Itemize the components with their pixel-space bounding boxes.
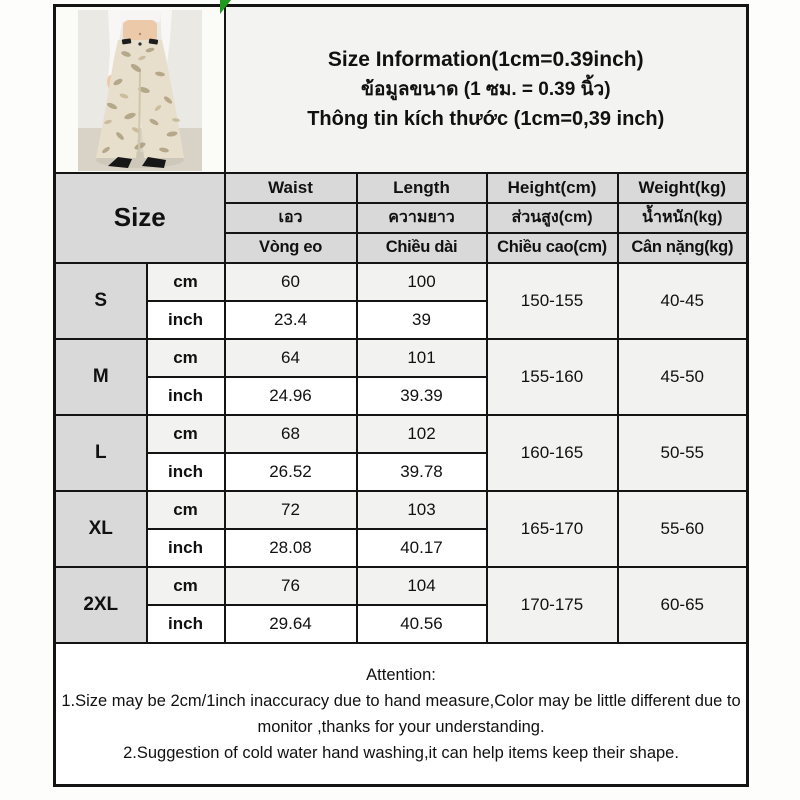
unit-inch-label: inch (147, 605, 225, 643)
waist-inch-value: 29.64 (225, 605, 357, 643)
length-inch-value: 39.39 (357, 377, 487, 415)
attention-note-1: 1.Size may be 2cm/1inch inaccuracy due to hand measure,Color may be little different due to monitor ,thanks for your understanding. (61, 691, 741, 736)
title-english: Size Information(1cm=0.39inch) (327, 47, 644, 71)
row-size-label: M (55, 339, 147, 415)
waist-inch-value: 28.08 (225, 529, 357, 567)
waist-cm-value: 68 (225, 415, 357, 453)
header-length-en: Length (357, 173, 487, 203)
length-inch-value: 40.56 (357, 605, 487, 643)
waist-inch-value: 26.52 (225, 453, 357, 491)
length-cm-value: 100 (357, 263, 487, 301)
attention-heading: Attention: (366, 665, 436, 684)
length-cm-value: 103 (357, 491, 487, 529)
header-length-th: ความยาว (357, 203, 487, 233)
length-inch-value: 39.78 (357, 453, 487, 491)
height-range-value: 170-175 (487, 567, 618, 643)
header-size: Size (55, 173, 225, 263)
row-size-label: L (55, 415, 147, 491)
unit-inch-label: inch (147, 301, 225, 339)
height-range-value: 150-155 (487, 263, 618, 339)
row-size-label: 2XL (55, 567, 147, 643)
height-range-value: 160-165 (487, 415, 618, 491)
title-cell (225, 6, 748, 173)
row-size-label: XL (55, 491, 147, 567)
header-height-en: Height(cm) (487, 173, 618, 203)
unit-inch-label: inch (147, 377, 225, 415)
header-weight-vi: Cân nặng(kg) (618, 233, 748, 263)
unit-cm-label: cm (147, 491, 225, 529)
product-photo-illustration (78, 10, 202, 171)
height-range-value: 155-160 (487, 339, 618, 415)
green-corner-marker (220, 0, 231, 14)
length-cm-value: 104 (357, 567, 487, 605)
waist-cm-value: 76 (225, 567, 357, 605)
unit-cm-label: cm (147, 263, 225, 301)
unit-cm-label: cm (147, 339, 225, 377)
size-information-table (53, 4, 749, 787)
header-waist-en: Waist (225, 173, 357, 203)
header-height-th: ส่วนสูง(cm) (487, 203, 618, 233)
weight-range-value: 55-60 (618, 491, 748, 567)
product-photo-cell (55, 6, 225, 173)
waist-cm-value: 64 (225, 339, 357, 377)
weight-range-value: 40-45 (618, 263, 748, 339)
header-weight-en: Weight(kg) (618, 173, 748, 203)
header-height-vi: Chiều cao(cm) (487, 233, 618, 263)
height-range-value: 165-170 (487, 491, 618, 567)
length-cm-value: 102 (357, 415, 487, 453)
unit-inch-label: inch (147, 529, 225, 567)
waist-cm-value: 72 (225, 491, 357, 529)
unit-cm-label: cm (147, 415, 225, 453)
header-length-vi: Chiều dài (357, 233, 487, 263)
row-size-label: S (55, 263, 147, 339)
product-photo (78, 10, 202, 171)
attention-note-2: 2.Suggestion of cold water hand washing,it can help items keep their shape. (123, 743, 679, 762)
waist-inch-value: 23.4 (225, 301, 357, 339)
waist-inch-value: 24.96 (225, 377, 357, 415)
attention-section (55, 643, 748, 786)
title-thai: ข้อมูลขนาด (1 ซม. = 0.39 นิ้ว) (360, 78, 611, 100)
weight-range-value: 60-65 (618, 567, 748, 643)
length-inch-value: 40.17 (357, 529, 487, 567)
weight-range-value: 45-50 (618, 339, 748, 415)
waist-cm-value: 60 (225, 263, 357, 301)
weight-range-value: 50-55 (618, 415, 748, 491)
header-weight-th: น้ำหนัก(kg) (618, 203, 748, 233)
title-vietnamese: Thông tin kích thước (1cm=0,39 inch) (307, 107, 665, 130)
unit-cm-label: cm (147, 567, 225, 605)
length-cm-value: 101 (357, 339, 487, 377)
header-waist-vi: Vòng eo (225, 233, 357, 263)
unit-inch-label: inch (147, 453, 225, 491)
length-inch-value: 39 (357, 301, 487, 339)
header-waist-th: เอว (225, 203, 357, 233)
